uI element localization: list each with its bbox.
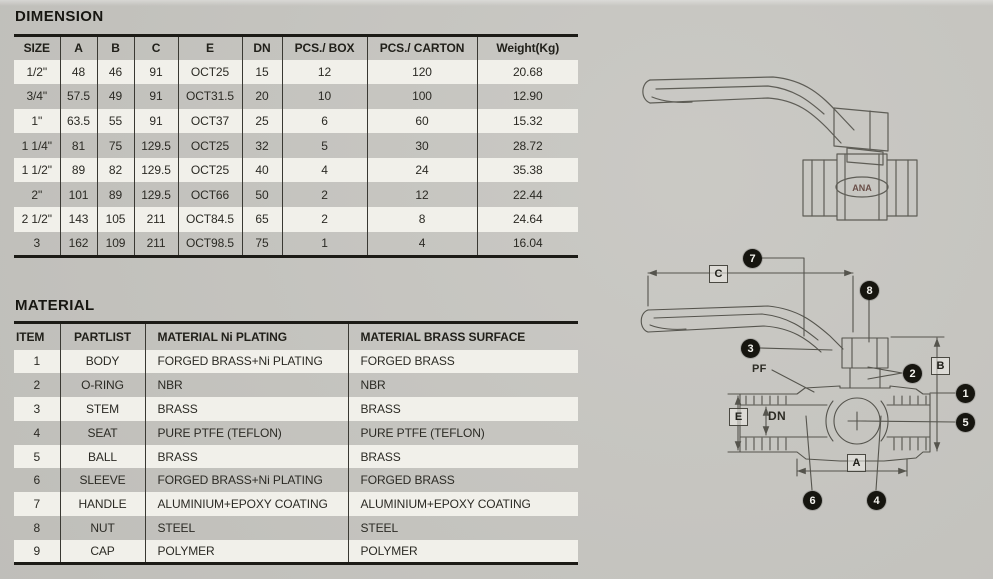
- table-cell: 5: [33, 449, 41, 464]
- pf-label: PF: [752, 363, 767, 375]
- table-row: [14, 158, 578, 183]
- table-cell: 75: [242, 232, 282, 257]
- table-cell: 30: [367, 133, 477, 158]
- table-cell: HANDLE: [60, 492, 145, 516]
- valve-handle: [643, 77, 854, 143]
- table-cell: 40: [242, 158, 282, 183]
- table-cell: 211: [134, 207, 178, 232]
- dim-label-e: E: [729, 408, 748, 426]
- section-body: [740, 386, 930, 461]
- table-row: [14, 182, 578, 207]
- table-cell: 5: [282, 133, 367, 158]
- table-cell: OCT31.5: [178, 84, 242, 109]
- table-cell: NBR: [145, 373, 348, 397]
- table-cell: BODY: [60, 350, 145, 374]
- table-cell: 82: [97, 158, 134, 183]
- table-cell: 129.5: [134, 158, 178, 183]
- table-cell: 49: [97, 84, 134, 109]
- column-header: E: [178, 36, 242, 60]
- column-header: SIZE: [23, 41, 50, 56]
- table-cell: 63.5: [60, 109, 97, 134]
- table-cell: 1 1/2": [21, 163, 52, 178]
- table-cell: 20.68: [477, 60, 578, 85]
- callout-6: 6: [803, 491, 822, 510]
- table-cell: 6: [33, 473, 41, 488]
- table-cell: 75: [97, 133, 134, 158]
- table-cell: 89: [60, 158, 97, 183]
- table-cell: BRASS: [348, 445, 578, 469]
- column-header: ITEM: [16, 329, 45, 344]
- table-cell: POLYMER: [145, 540, 348, 564]
- table-cell: 143: [60, 207, 97, 232]
- table-cell: 100: [367, 84, 477, 109]
- table-cell: 91: [134, 60, 178, 85]
- table-cell: STEEL: [348, 516, 578, 540]
- table-cell: 55: [97, 109, 134, 134]
- table-cell: SLEEVE: [60, 468, 145, 492]
- column-header: A: [60, 36, 97, 60]
- callout-4: 4: [867, 491, 886, 510]
- table-cell: 6: [282, 109, 367, 134]
- table-row: [14, 373, 578, 397]
- table-cell: 101: [60, 182, 97, 207]
- table-cell: 2": [31, 187, 43, 202]
- table-cell: OCT66: [178, 182, 242, 207]
- table-cell: 2: [282, 207, 367, 232]
- table-cell: SEAT: [60, 421, 145, 445]
- table-cell: 129.5: [134, 133, 178, 158]
- column-header: MATERIAL Ni PLATING: [145, 323, 348, 350]
- table-cell: 32: [242, 133, 282, 158]
- dimension-table: [14, 34, 578, 258]
- table-cell: NUT: [60, 516, 145, 540]
- table-cell: FORGED BRASS: [348, 468, 578, 492]
- table-cell: NBR: [348, 373, 578, 397]
- table-row: [14, 516, 578, 540]
- table-row: [14, 421, 578, 445]
- table-row: [14, 492, 578, 516]
- table-cell: 1": [31, 113, 43, 128]
- valve-cross-section-drawing: [600, 240, 993, 530]
- dim-label-a: A: [847, 454, 866, 472]
- column-header: C: [134, 36, 178, 60]
- table-cell: POLYMER: [348, 540, 578, 564]
- table-cell: 15: [242, 60, 282, 85]
- table-cell: PURE PTFE (TEFLON): [348, 421, 578, 445]
- table-cell: 8: [33, 520, 41, 535]
- callout-8: 8: [860, 281, 879, 300]
- table-row: [14, 60, 578, 85]
- table-cell: 4: [282, 158, 367, 183]
- dn-label: DN: [768, 409, 786, 423]
- table-cell: 46: [97, 60, 134, 85]
- table-row: [14, 468, 578, 492]
- table-row: [14, 232, 578, 257]
- table-cell: 10: [282, 84, 367, 109]
- table-cell: BALL: [60, 445, 145, 469]
- table-cell: 89: [97, 182, 134, 207]
- table-cell: 3/4": [26, 89, 48, 104]
- table-cell: 2: [33, 378, 41, 393]
- table-cell: FORGED BRASS+Ni PLATING: [145, 350, 348, 374]
- table-row: [14, 133, 578, 158]
- table-cell: 16.04: [477, 232, 578, 257]
- callout-7: 7: [743, 249, 762, 268]
- table-row: [14, 397, 578, 421]
- table-cell: 3: [33, 401, 41, 416]
- table-row: [14, 540, 578, 564]
- table-cell: FORGED BRASS: [348, 350, 578, 374]
- callout-1: 1: [956, 384, 975, 403]
- table-row: [14, 84, 578, 109]
- table-cell: 12.90: [477, 84, 578, 109]
- table-cell: 1/2": [26, 64, 48, 79]
- table-cell: 12: [282, 60, 367, 85]
- column-header: PCS./ CARTON: [367, 36, 477, 60]
- dim-label-c: C: [709, 265, 728, 283]
- dim-label-b: B: [931, 357, 950, 375]
- table-cell: 35.38: [477, 158, 578, 183]
- table-cell: 28.72: [477, 133, 578, 158]
- table-cell: 15.32: [477, 109, 578, 134]
- table-cell: O-RING: [60, 373, 145, 397]
- table-cell: BRASS: [348, 397, 578, 421]
- table-row: [14, 350, 578, 374]
- table-cell: 109: [97, 232, 134, 257]
- table-cell: 120: [367, 60, 477, 85]
- table-cell: 24.64: [477, 207, 578, 232]
- table-cell: 1: [282, 232, 367, 257]
- table-cell: 4: [33, 425, 41, 440]
- table-cell: BRASS: [145, 445, 348, 469]
- table-cell: 1: [33, 354, 41, 369]
- table-cell: 24: [367, 158, 477, 183]
- column-header: PCS./ BOX: [282, 36, 367, 60]
- callout-5: 5: [956, 413, 975, 432]
- table-cell: 1 1/4": [21, 138, 52, 153]
- table-cell: 4: [367, 232, 477, 257]
- table-cell: OCT37: [178, 109, 242, 134]
- table-cell: ALUMINIUM+EPOXY COATING: [348, 492, 578, 516]
- table-cell: OCT84.5: [178, 207, 242, 232]
- table-cell: 162: [60, 232, 97, 257]
- table-cell: 48: [60, 60, 97, 85]
- table-cell: CAP: [60, 540, 145, 564]
- valve-side-view-drawing: [600, 40, 980, 240]
- column-header: Weight(Kg): [477, 36, 578, 60]
- table-row: [14, 109, 578, 134]
- section-stem-nut: [840, 338, 890, 388]
- table-cell: 8: [367, 207, 477, 232]
- table-cell: 20: [242, 84, 282, 109]
- table-cell: OCT25: [178, 60, 242, 85]
- table-cell: 12: [367, 182, 477, 207]
- table-cell: 22.44: [477, 182, 578, 207]
- table-cell: 91: [134, 109, 178, 134]
- dimension-lines: [648, 273, 944, 476]
- table-cell: 2: [282, 182, 367, 207]
- table-cell: 57.5: [60, 84, 97, 109]
- table-cell: 2 1/2": [21, 212, 52, 227]
- callout-3: 3: [741, 339, 760, 358]
- table-cell: FORGED BRASS+Ni PLATING: [145, 468, 348, 492]
- table-cell: BRASS: [145, 397, 348, 421]
- column-header: B: [97, 36, 134, 60]
- table-cell: 60: [367, 109, 477, 134]
- column-header: DN: [242, 36, 282, 60]
- table-cell: 211: [134, 232, 178, 257]
- table-cell: STEM: [60, 397, 145, 421]
- column-header: MATERIAL BRASS SURFACE: [348, 323, 578, 350]
- table-cell: OCT98.5: [178, 232, 242, 257]
- table-cell: PURE PTFE (TEFLON): [145, 421, 348, 445]
- column-header: PARTLIST: [60, 323, 145, 350]
- dimension-section-title: DIMENSION: [15, 8, 104, 25]
- table-cell: ALUMINIUM+EPOXY COATING: [145, 492, 348, 516]
- table-cell: 65: [242, 207, 282, 232]
- table-cell: OCT25: [178, 133, 242, 158]
- table-cell: 91: [134, 84, 178, 109]
- table-cell: OCT25: [178, 158, 242, 183]
- table-row: [14, 445, 578, 469]
- table-cell: 3: [33, 236, 41, 251]
- brand-logo-text: ANA: [852, 183, 872, 193]
- callout-2: 2: [903, 364, 922, 383]
- material-section-title: MATERIAL: [15, 297, 95, 314]
- table-row: [14, 207, 578, 232]
- table-cell: 129.5: [134, 182, 178, 207]
- table-cell: 50: [242, 182, 282, 207]
- table-cell: 105: [97, 207, 134, 232]
- table-cell: STEEL: [145, 516, 348, 540]
- material-table: [14, 321, 578, 565]
- table-cell: 9: [33, 544, 41, 559]
- table-cell: 81: [60, 133, 97, 158]
- table-cell: 25: [242, 109, 282, 134]
- table-cell: 7: [33, 497, 41, 512]
